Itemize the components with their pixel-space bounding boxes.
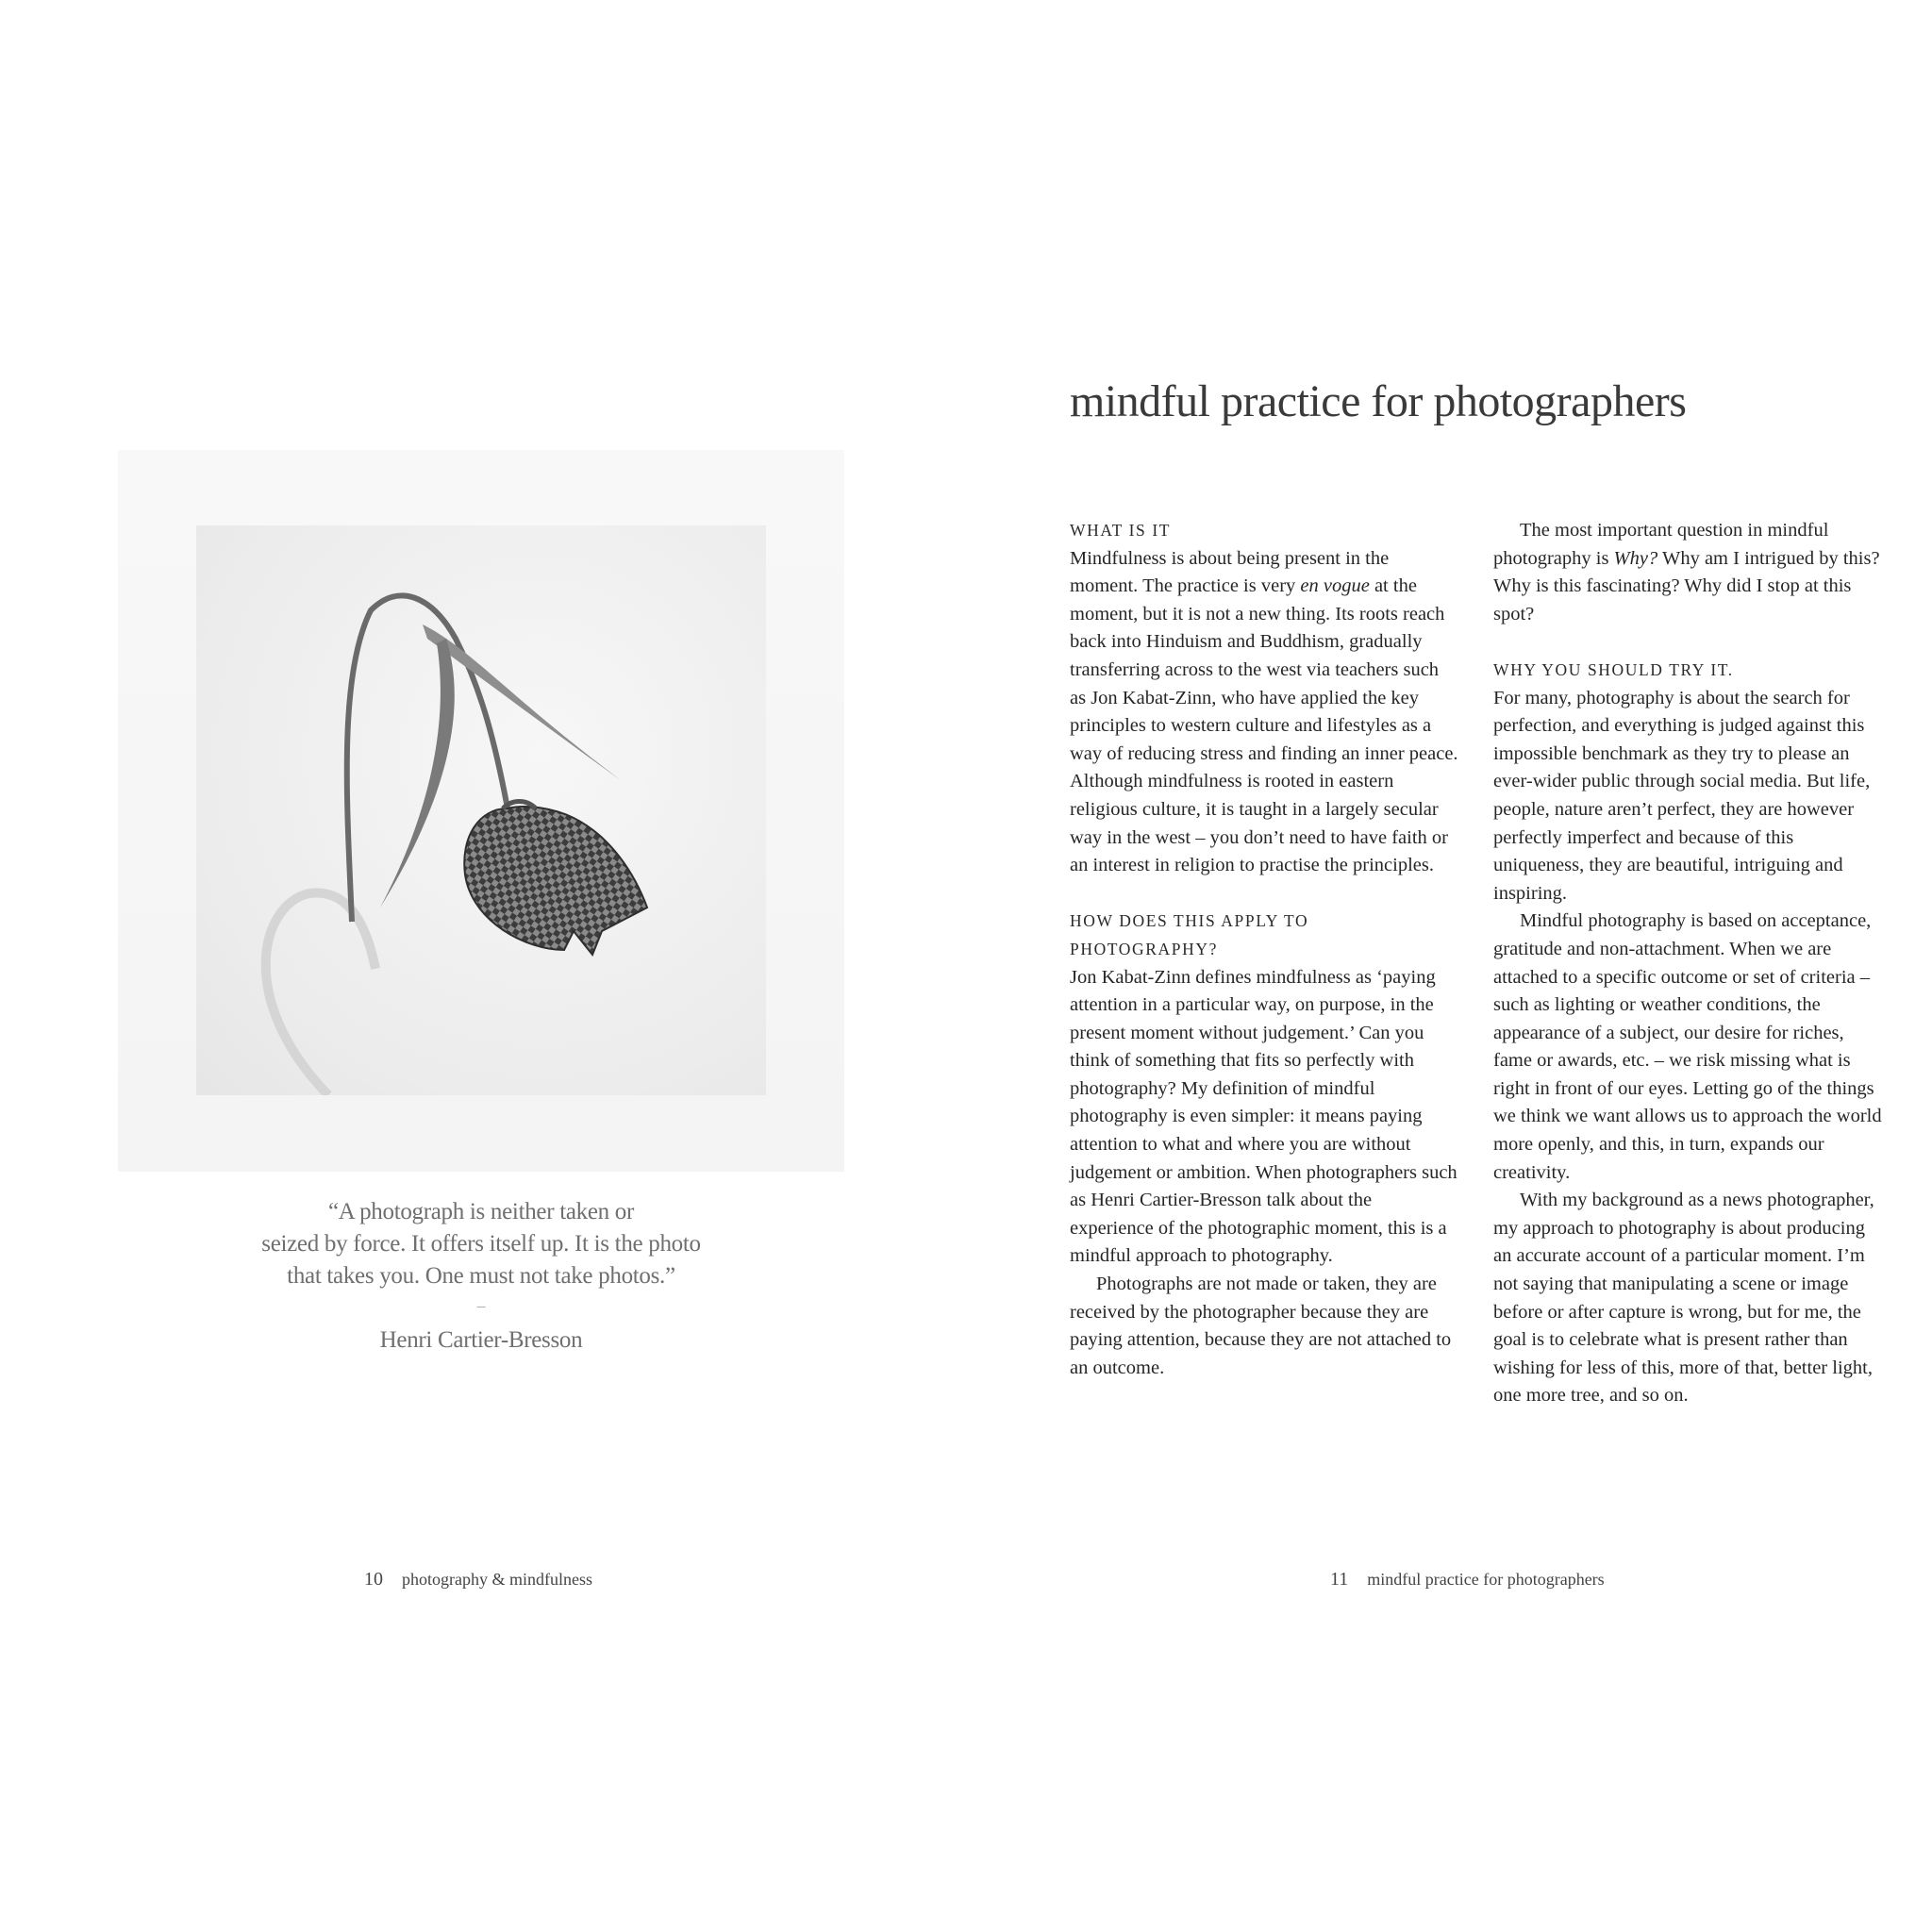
section-heading-why-you-should-try-it: WHY YOU SHOULD TRY IT. xyxy=(1493,659,1734,679)
page-title: mindful practice for photographers xyxy=(1070,376,1687,426)
emphasis: en vogue xyxy=(1300,575,1370,597)
text-run: at the moment, but it is not a new thing. Its roots reach back into Hinduism and Buddhism, gradually transferring across to the west via teachers such as Jon Kabat-Zinn, who have applied the key principles to western culture and lifestyles as a way of reducing stress and finding an inner peace. Although mindfulness is rooted in eastern religious culture, it is taught in a largely secular way in the west – you don’t need to have faith or an interest in religion to practise the principles. xyxy=(1070,575,1458,876)
running-title: mindful practice for photographers xyxy=(1367,1570,1605,1589)
paragraph xyxy=(1070,545,1458,880)
paragraph: Jon Kabat-Zinn defines mindfulness as ‘paying attention in a particular way, on purpose, in the present moment without judgement.’ Can you think of something that fits so perfectly with photography? My definition of mindful photography is even simpler: it means paying attention to what and where you are without judgement or ambition. When photographers such as Henri Cartier-Bresson talk about the experience of the photographic moment, this is a mindful approach to photography. xyxy=(1070,966,1457,1267)
section-heading-how-does-this-apply: HOW DOES THIS APPLY TO PHOTOGRAPHY? xyxy=(1070,911,1309,958)
running-title: photography & mindfulness xyxy=(402,1570,592,1589)
quote-dash: – xyxy=(476,1296,486,1315)
pull-quote xyxy=(226,1196,736,1357)
section-heading-what-is-it: WHAT IS IT xyxy=(1070,521,1172,540)
quote-line-2: seized by force. It offers itself up. It is the photo xyxy=(261,1231,701,1257)
paragraph: Mindful photography is based on acceptance, gratitude and non-attachment. When we are attached to a specific outcome or set of criteria – such as lighting or weather conditions, the appearance of a subject, our desire for riches, fame or awards, etc. – we risk missing what is right in front of our eyes. Letting go of the things we think we want allows us to approach the world more openly, and this, in turn, expands our creativity. xyxy=(1493,910,1882,1183)
emphasis: Why? xyxy=(1613,547,1658,569)
page-number: 10 xyxy=(364,1569,383,1590)
quote-line-3: that takes you. One must not take photos.” xyxy=(287,1263,675,1289)
right-page-footer xyxy=(1330,1569,1605,1591)
paragraph: With my background as a news photographer, my approach to photography is about producing an accurate account of a particular moment. I’m not saying that manipulating a scene or image before or after capture is wrong, but for me, the goal is to celebrate what is present rather than wishing for less of this, more of that, better light, one more tree, and so on. xyxy=(1493,1190,1874,1407)
paragraph xyxy=(1493,517,1882,628)
paragraph: For many, photography is about the search for perfection, and everything is judged against this impossible benchmark as they try to please an ever-wider public through social media. But life, people, nature aren’t perfect, they are however perfectly imperfect and because of this uniqueness, they are beautiful, intriguing and inspiring. xyxy=(1493,687,1871,904)
text-column-left xyxy=(1070,517,1458,1382)
fritillary-flower-photo xyxy=(196,525,766,1095)
photo-frame xyxy=(118,450,844,1172)
text-run: The most important question in mindful photography is xyxy=(1493,520,1829,569)
flower-illustration xyxy=(196,525,766,1095)
page-number: 11 xyxy=(1330,1569,1349,1590)
quote-line-1: “A photograph is neither taken or xyxy=(327,1199,635,1224)
left-page-footer xyxy=(364,1569,592,1591)
quote-author: Henri Cartier-Bresson xyxy=(379,1327,583,1353)
paragraph: Photographs are not made or taken, they are received by the photographer because they are paying attention, because they are not attached to an outcome. xyxy=(1070,1274,1452,1378)
text-run: Mindfulness is about being present in the moment. The practice is very xyxy=(1070,547,1390,597)
text-run: Why am I intrigued by this? Why is this fascinating? Why did I stop at this spot? xyxy=(1493,547,1880,625)
text-column-right xyxy=(1493,517,1882,1410)
